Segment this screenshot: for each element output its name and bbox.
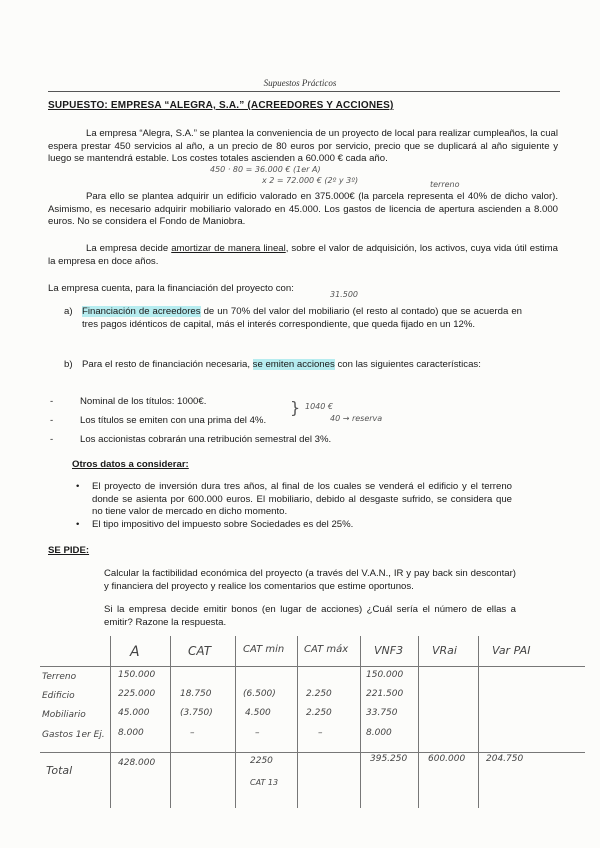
row-edificio-a: 225.000 xyxy=(118,689,156,699)
table-col-line-5 xyxy=(360,636,361,808)
paragraph-3-end: , sobre el valor de adquisición, los activos, cuya vida útil estima la empresa en doce años. xyxy=(48,243,558,267)
table-col-line-4 xyxy=(297,636,298,808)
item-b-highlight: se emiten acciones xyxy=(252,359,335,370)
sepide-paragraph-2: Si la empresa decide emitir bonos (en lugar de acciones) ¿Cuál sería el número de ellas a emitir? Razone la respuesta. xyxy=(104,604,516,628)
handwritten-note-5: 1040 € xyxy=(305,402,333,411)
dash-3: - xyxy=(50,434,54,445)
item-b-pre: Para el resto de financiación necesaria, xyxy=(82,359,253,370)
paragraph-1: La empresa “Alegra, S.A.” se plantea la conveniencia de un proyecto de local para realizar cumpleaños, la cual espera prestar 450 servicios al año, a un precio de 80 euros por servicio, precio que se duplicará al año siguiente y luego se mantendrá estable. Los costes totales ascienden a 60.000 € cada año. xyxy=(48,128,558,164)
handwritten-table xyxy=(40,636,585,808)
row-gastos-label: Gastos 1er Ej. xyxy=(42,730,105,740)
b-item-2: Los títulos se emiten con una prima del 4%. xyxy=(80,415,267,426)
item-b-label: b) xyxy=(64,359,73,370)
row-mobiliario-label: Mobiliario xyxy=(42,710,86,720)
table-header-vnf: VNF3 xyxy=(374,644,404,657)
row-gastos-vnf: 8.000 xyxy=(366,728,392,738)
table-header-line xyxy=(40,666,585,667)
table-total-line xyxy=(40,752,585,753)
handwritten-note-1: 450 · 80 = 36.000 € (1er A) xyxy=(210,165,321,174)
otros-item-1: El proyecto de inversión dura tres años, al final de los cuales se venderá el edificio y el terreno donde se asienta por 600.000 euros. El mobiliario, debido al desgaste sufrido, se considera que no tiene valor de mercado en dicho momento. xyxy=(92,481,512,517)
table-col-line-7 xyxy=(478,636,479,808)
row-edificio-cat-max: 2.250 xyxy=(306,689,332,699)
dash-1: - xyxy=(50,396,54,407)
handwritten-note-4: 31.500 xyxy=(330,290,358,299)
dash-2: - xyxy=(50,415,54,426)
row-total-vrai: 600.000 xyxy=(428,754,466,764)
otros-item-2: El tipo impositivo del impuesto sobre Sociedades es del 25%. xyxy=(92,519,354,530)
bullet-otros-2: • xyxy=(76,519,80,530)
row-mobiliario-cat-max: 2.250 xyxy=(306,708,332,718)
row-gastos-cat: – xyxy=(190,728,195,738)
handwritten-note-6: 40 → reserva xyxy=(330,414,383,423)
row-edificio-cat: 18.750 xyxy=(180,689,212,699)
table-header-var-pai: Var PAI xyxy=(492,644,531,657)
handwritten-brace: } xyxy=(290,398,301,417)
table-header-a: A xyxy=(130,644,140,660)
table-header-cat: CAT xyxy=(188,644,212,658)
row-gastos-a: 8.000 xyxy=(118,728,144,738)
paragraph-3-start: La empresa decide xyxy=(86,243,172,254)
table-header-vrai: VRai xyxy=(432,644,457,657)
row-terreno-vnf: 150.000 xyxy=(366,670,404,680)
b-item-3: Los accionistas cobrarán una retribución semestral del 3%. xyxy=(80,434,332,445)
item-a-rest: de un 70% del valor del mobiliario (el resto al contado) que se acuerda en tres pagos idénticos de capital, más el interés correspondiente, que queda fijado en un 12%. xyxy=(82,306,522,330)
paragraph-3-underlined: amortizar de manera lineal xyxy=(171,243,286,254)
row-total-var-pai: 204.750 xyxy=(486,754,524,764)
item-a-label: a) xyxy=(64,306,73,317)
item-a-text xyxy=(82,306,522,331)
handwritten-note-3: terreno xyxy=(430,180,460,189)
row-edificio-vnf: 221.500 xyxy=(366,689,404,699)
row-edificio-cat-min: (6.500) xyxy=(243,689,276,699)
row-gastos-cat-max: – xyxy=(318,728,323,738)
row-mobiliario-a: 45.000 xyxy=(118,708,150,718)
row-mobiliario-vnf: 33.750 xyxy=(366,708,398,718)
document-title: SUPUESTO: EMPRESA “ALEGRA, S.A.” (ACREEDORES Y ACCIONES) xyxy=(48,100,394,111)
item-b-text xyxy=(82,359,522,372)
table-header-cat-max: CAT máx xyxy=(304,644,349,655)
table-header-cat-min: CAT min xyxy=(243,644,285,655)
table-col-line-2 xyxy=(170,636,171,808)
row-terreno-label: Terreno xyxy=(42,672,77,682)
row-edificio-label: Edificio xyxy=(42,691,75,701)
page-header: Supuestos Prácticos xyxy=(263,78,337,88)
bullet-otros-1: • xyxy=(76,481,80,492)
sepide-paragraph-1: Calcular la factibilidad económica del proyecto (a través del V.A.N., IR y pay back sin descontar) y financiera del proyecto y realice los comentarios que estime oportunos. xyxy=(104,568,516,592)
paragraph-2: Para ello se plantea adquirir un edificio valorado en 375.000€ (la parcela representa el 40% de dicho valor). Asimismo, es necesario adquirir mobiliario valorado en 45.000. Los gastos de licencia de apertura ascienden a 8.000 euros. No se considera el Fondo de Maniobra. xyxy=(48,191,558,227)
row-total-vnf: 395.250 xyxy=(370,754,408,764)
header-rule xyxy=(48,91,560,92)
row-total-label: Total xyxy=(46,764,73,777)
sepide-title: SE PIDE: xyxy=(48,545,90,556)
table-col-line-1 xyxy=(110,636,111,808)
handwritten-note-2: x 2 = 72.000 € (2º y 3º) xyxy=(262,176,359,185)
item-a-highlight: Financiación de acreedores xyxy=(82,306,201,317)
paragraph-3 xyxy=(48,243,558,268)
row-gastos-cat-min: – xyxy=(255,728,260,738)
row-total-cat-min: 2250 xyxy=(250,756,273,766)
otros-title: Otros datos a considerar: xyxy=(72,459,189,470)
row-terreno-a: 150.000 xyxy=(118,670,156,680)
row-mobiliario-cat: (3.750) xyxy=(180,708,213,718)
row-mobiliario-cat-min: 4.500 xyxy=(245,708,271,718)
item-b-post: con las siguientes características: xyxy=(334,359,481,370)
table-col-line-3 xyxy=(235,636,236,808)
row-total-a: 428.000 xyxy=(118,758,156,768)
b-item-1: Nominal de los títulos: 1000€. xyxy=(80,396,207,407)
total-handwritten-note: CAT 13 xyxy=(250,778,279,787)
table-col-line-6 xyxy=(418,636,419,808)
paragraph-4: La empresa cuenta, para la financiación del proyecto con: xyxy=(48,283,294,294)
